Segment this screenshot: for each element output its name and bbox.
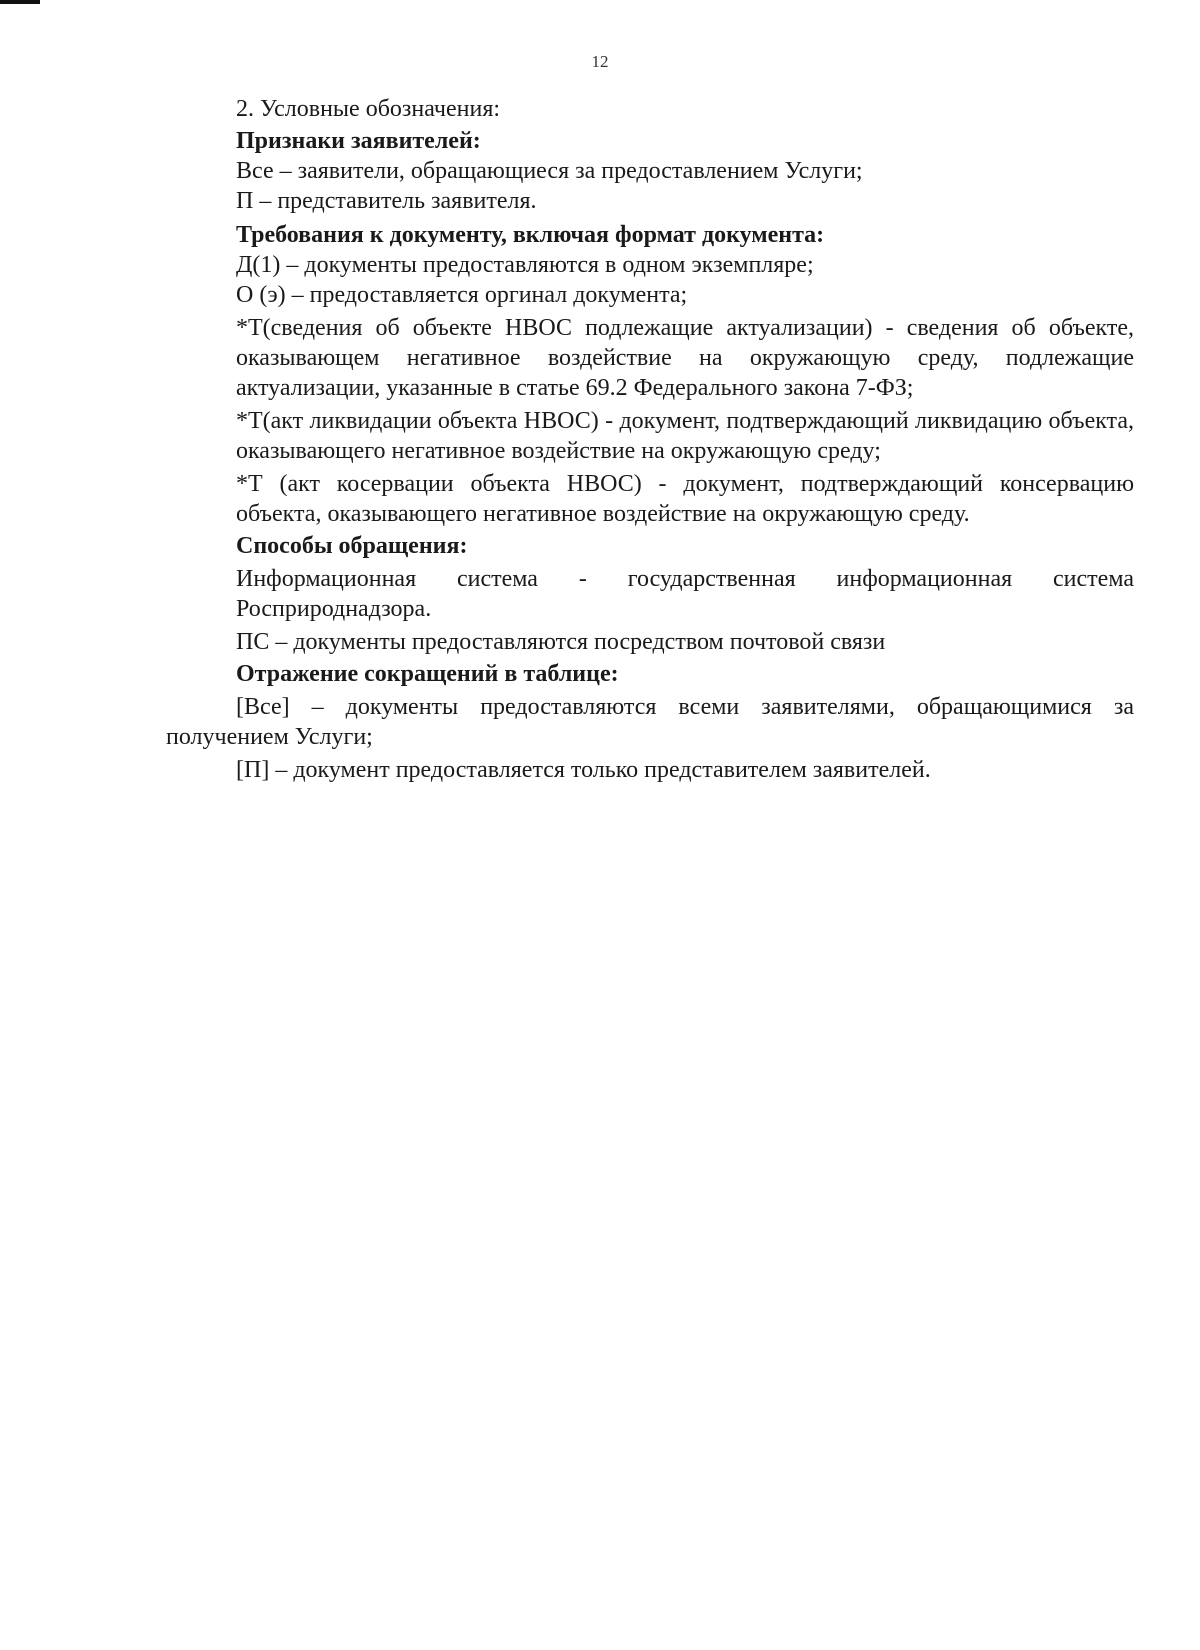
requirement-item: *Т(сведения об объекте НВОС подлежащие актуализации) - сведения об объекте, оказывающем негативное воздействие на окружающую среду, подлежащие актуализации, указанные в статье 69.2 Федерального закона 7-ФЗ; [236,315,1134,401]
requirement-item: *Т(акт ликвидации объекта НВОС) - документ, подтверждающий ликвидацию объекта, оказывающего негативное воздействие на окружающую среду; [236,408,1134,464]
requirement-item: *Т (акт косервации объекта НВОС) - документ, подтверждающий консервацию объекта, оказывающего негативное воздействие на окружающую среду. [236,471,1134,527]
method-item: ПС – документы предоставляются посредством почтовой связи [236,629,886,655]
abbreviation-item: [П] – документ предоставляется только представителем заявителей. [236,757,931,783]
method-item: Информационная система - государственная информационная система Росприроднадзора. [236,566,1134,622]
requirement-item: О (э) – предоставляется оргинал документа; [236,282,688,308]
applicant-sign-item: Все – заявители, обращающиеся за предоставлением Услуги; [236,158,863,184]
applicant-sign-item: П – представитель заявителя. [236,188,537,214]
requirement-item: Д(1) – документы предоставляются в одном экземпляре; [236,252,814,278]
methods-heading: Способы обращения: [236,533,468,559]
section-title: 2. Условные обозначения: [236,96,501,122]
document-body [166,94,1134,785]
abbreviations-heading: Отражение сокращений в таблице: [236,661,619,687]
page-number: 12 [591,52,609,71]
scan-edge-mark [0,0,40,4]
abbreviation-item: [Все] – документы предоставляются всеми заявителями, обращающимися за получением Услуги; [166,694,1134,750]
document-requirements-heading: Требования к документу, включая формат документа: [236,222,825,248]
applicant-signs-heading: Признаки заявителей: [236,128,481,154]
